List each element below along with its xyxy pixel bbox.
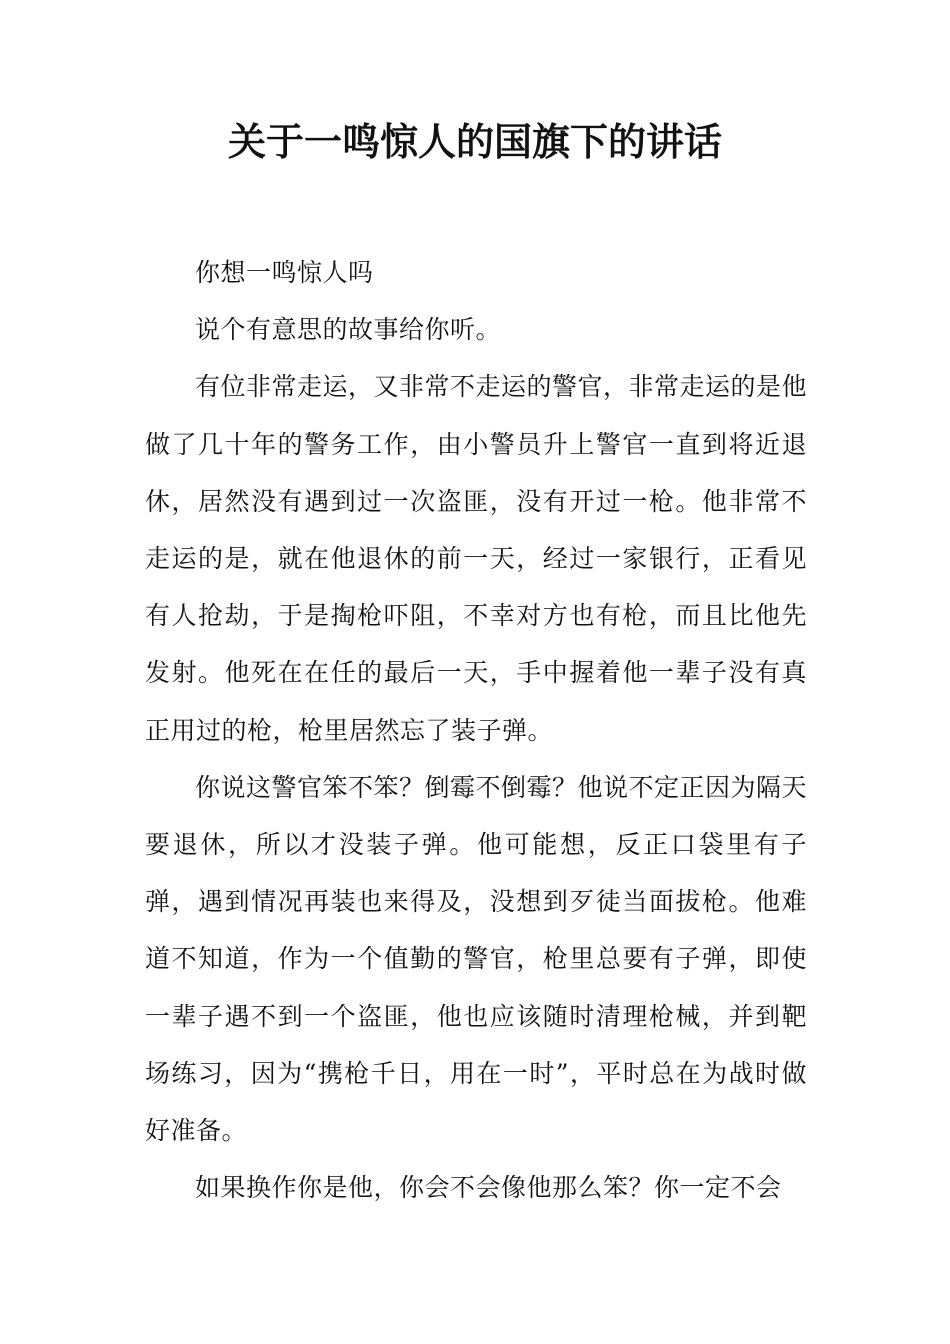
paragraph-5: 如果换作你是他，你会不会像他那么笨？你一定不会: [195, 1173, 782, 1203]
document-body: [145, 244, 807, 1216]
paragraph-4: 你说这警官笨不笨？倒霉不倒霉？他说不定正因为隔天要退休，所以才没装子弹。他可能想，反正口袋里有子弹，遇到情况再装也来得及，没想到歹徒当面拔枪。他难道不知道，作为一个值勤的警官，枪里总要有子弹，即使一辈子遇不到一个盗匪，他也应该随时清理枪械，并到靶场练习，因为“携枪千日，用在一时”，平时总在为战时做好准备。: [145, 772, 808, 1146]
document-title: 关于一鸣惊人的国旗下的讲话: [227, 119, 722, 164]
paragraph-3: 有位非常走运，又非常不走运的警官，非常走运的是他做了几十年的警务工作，由小警员升上警官一直到将近退休，居然没有遇到过一次盗匪，没有开过一枪。他非常不走运的是，就在他退休的前一天，经过一家银行，正看见有人抢劫，于是掏枪吓阻，不幸对方也有枪，而且比他先发射。他死在在任的最后一天，手中握着他一辈子没有真正用过的枪，枪里居然忘了装子弹。: [145, 372, 808, 745]
paragraph-2: 说个有意思的故事给你听。: [195, 315, 502, 345]
paragraph-1: 你想一鸣惊人吗: [195, 258, 374, 287]
